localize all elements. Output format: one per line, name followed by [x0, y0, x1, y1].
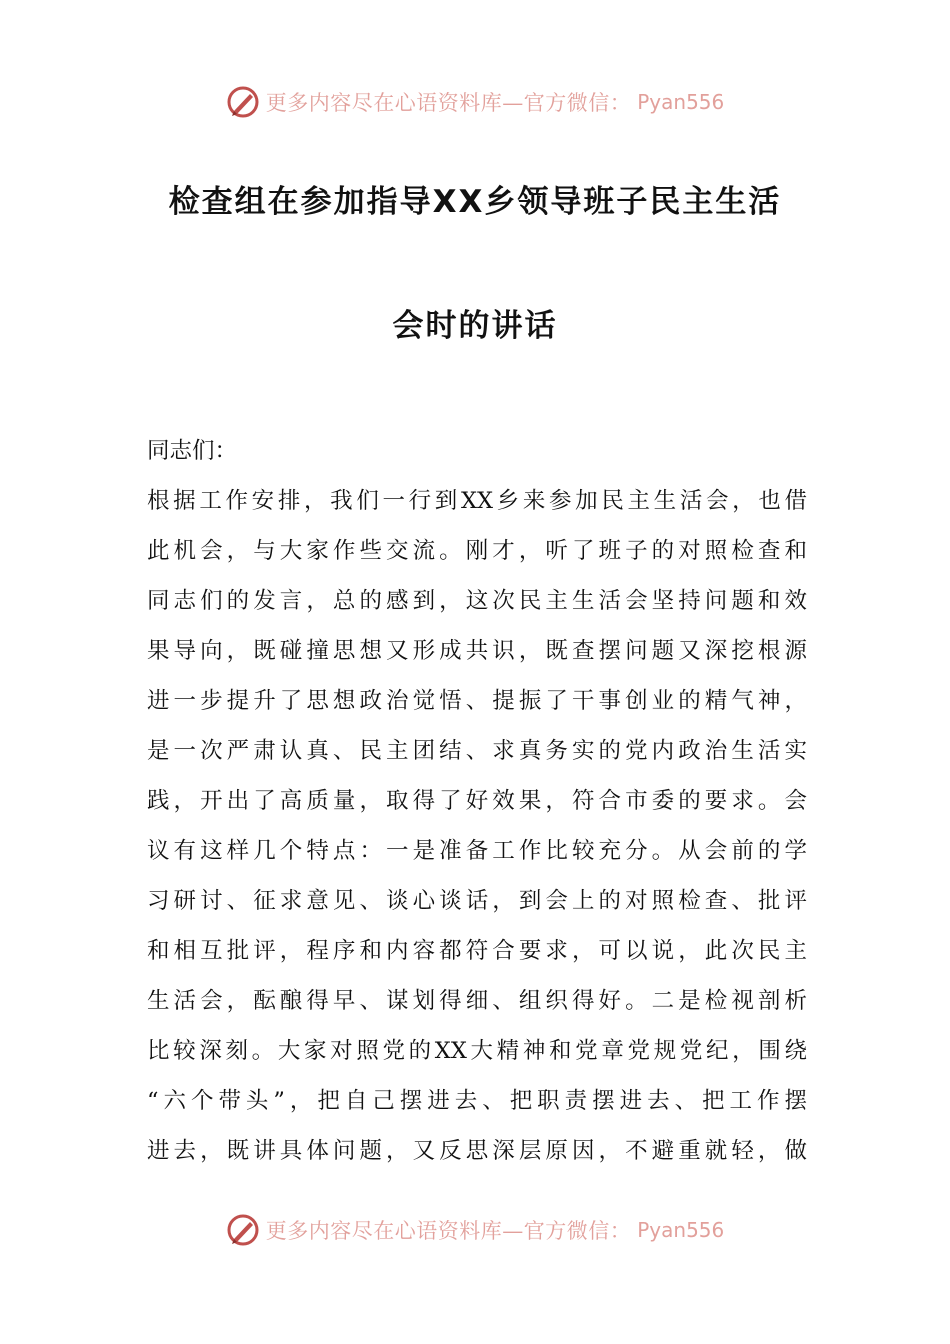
pen-logo-icon — [226, 85, 260, 119]
document-body — [147, 426, 807, 1176]
greeting: 同志们： — [147, 438, 238, 464]
body-line: 是一次严肃认真、民主团结、求真务实的党内政治生活实 — [147, 738, 807, 764]
document-title-line-1: 检查组在参加指导XX乡领导班子民主生活 — [168, 184, 782, 220]
body-line: 和相互批评，程序和内容都符合要求，可以说，此次民主 — [147, 938, 807, 964]
watermark-handle: Pyan556 — [637, 90, 725, 114]
body-line: 同志们的发言，总的感到，这次民主生活会坚持问题和效 — [147, 588, 807, 614]
watermark-text: 更多内容尽在心语资料库—官方微信： — [265, 1219, 632, 1243]
watermark-text: 更多内容尽在心语资料库—官方微信： — [265, 91, 632, 115]
body-line: 生活会，酝酿得早、谋划得细、组织得好。二是检视剖析 — [147, 988, 807, 1014]
body-line: 此机会，与大家作些交流。刚才，听了班子的对照检查和 — [147, 538, 807, 564]
body-line: 习研讨、征求意见、谈心谈话，到会上的对照检查、批评 — [147, 888, 807, 914]
pen-logo-icon — [226, 1213, 260, 1247]
watermark-handle: Pyan556 — [637, 1218, 725, 1242]
body-line: 比较深刻。大家对照党的XX大精神和党章党规党纪，围绕 — [147, 1038, 807, 1064]
watermark-banner-bottom — [0, 1210, 950, 1250]
body-line: 果导向，既碰撞思想又形成共识，既查摆问题又深挖根源 — [147, 638, 807, 664]
document-title-line-2: 会时的讲话 — [392, 308, 558, 344]
body-line: 根据工作安排，我们一行到XX乡来参加民主生活会，也借 — [147, 488, 807, 514]
body-line: 进去，既讲具体问题，又反思深层原因，不避重就轻，做 — [147, 1138, 807, 1164]
body-line: 践，开出了高质量，取得了好效果，符合市委的要求。会 — [147, 788, 807, 814]
watermark-banner-top — [0, 82, 950, 122]
body-line: 议有这样几个特点：一是准备工作比较充分。从会前的学 — [147, 838, 807, 864]
body-line: 进一步提升了思想政治觉悟、提振了干事创业的精气神， — [147, 688, 807, 714]
body-line: “六个带头”，把自己摆进去、把职责摆进去、把工作摆 — [147, 1088, 807, 1114]
